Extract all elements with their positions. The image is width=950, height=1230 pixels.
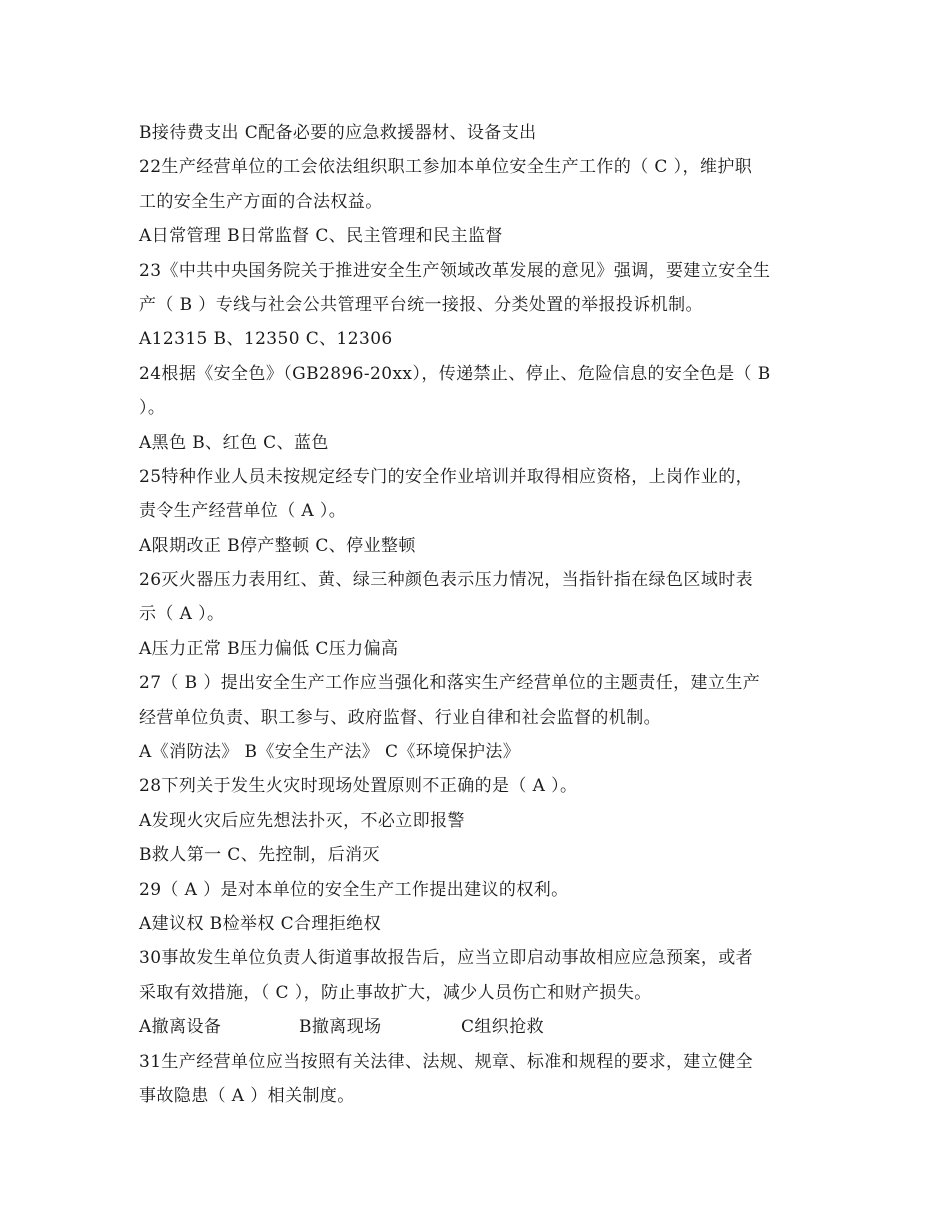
question-29-options: A建议权 B检举权 C合理拒绝权 [139, 913, 381, 934]
question-28-line-1: 28下列关于发生火灾时现场处置原则不正确的是（ A ）。 [139, 776, 578, 797]
question-23-line-2: 产（ B ）专线与社会公共管理平台统一接报、分类处置的举报投诉机制。 [139, 294, 703, 315]
question-22-line-2: 工的安全生产方面的合法权益。 [139, 191, 383, 212]
text-line: B接待费支出 C配备必要的应急救援器材、设备支出 [139, 123, 537, 143]
question-26-options: A压力正常 B压力偏低 C压力偏高 [139, 638, 399, 659]
question-30-option-a: A撤离设备 [139, 1017, 222, 1038]
question-24-line-1: 24根据《安全色》（GB2896-20xx），传递禁止、停止、危险信息的安全色是（ B [139, 363, 771, 384]
question-25-line-1: 25特种作业人员未按规定经专门的安全作业培训并取得相应资格，上岗作业的， [139, 466, 754, 487]
question-25-line-2: 责令生产经营单位（ A ）。 [139, 501, 347, 522]
question-30-option-b: B撤离现场 [299, 1017, 382, 1038]
document-body [139, 116, 819, 1113]
question-30-options [139, 1010, 819, 1044]
question-30-option-c: C组织抢救 [461, 1017, 545, 1038]
question-23-options: A12315 B、12350 C、12306 [139, 329, 393, 350]
question-29-line-1: 29（ A ）是对本单位的安全生产工作提出建议的权利。 [139, 879, 569, 900]
question-31-line-2: 事故隐患（ A ）相关制度。 [139, 1085, 355, 1106]
question-24-options: A黑色 B、红色 C、蓝色 [139, 432, 329, 453]
question-30-line-1: 30事故发生单位负责人街道事故报告后，应当立即启动事故相应应急预案，或者 [139, 948, 754, 969]
question-27-options: A《消防法》 B《安全生产法》 C《环境保护法》 [139, 742, 521, 763]
question-28-option-a: A发现火灾后应先想法扑灭，不必立即报警 [139, 810, 465, 831]
question-24-line-2: ）。 [139, 398, 166, 419]
question-27-line-2: 经营单位负责、职工参与、政府监督、行业自律和社会监督的机制。 [139, 707, 661, 728]
question-27-line-1: 27（ B ）提出安全生产工作应当强化和落实生产经营单位的主题责任，建立生产 [139, 673, 761, 694]
question-30-line-2: 采取有效措施，（ C ），防止事故扩大，减少人员伤亡和财产损失。 [139, 982, 652, 1003]
question-26-line-1: 26灭火器压力表用红、黄、绿三种颜色表示压力情况，当指针指在绿色区域时表 [139, 570, 754, 591]
question-26-line-2: 示（ A ）。 [139, 604, 225, 625]
question-22-options: A日常管理 B日常监督 C、民主管理和民主监督 [139, 226, 503, 247]
question-28-options-bc: B救人第一 C、先控制，后消灭 [139, 845, 380, 866]
question-25-options: A限期改正 B停产整顿 C、停业整顿 [139, 535, 416, 556]
question-23-line-1: 23《中共中央国务院关于推进安全生产领域改革发展的意见》强调，要建立安全生 [139, 260, 771, 281]
question-22-line-1: 22生产经营单位的工会依法组织职工参加本单位安全生产工作的（ C ），维护职 [139, 157, 753, 178]
question-31-line-1: 31生产经营单位应当按照有关法律、法规、规章、标准和规程的要求，建立健全 [139, 1051, 754, 1072]
